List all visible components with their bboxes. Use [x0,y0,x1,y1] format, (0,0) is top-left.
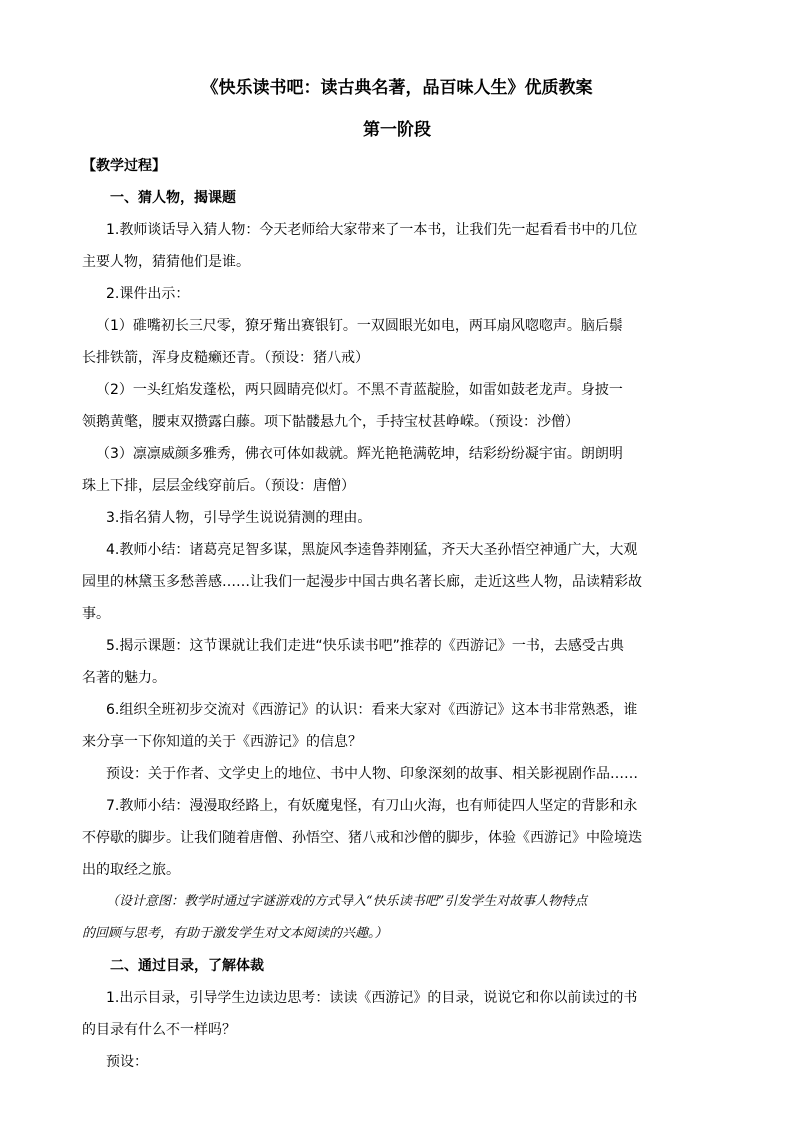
paragraph-line: 3.指名猜人物，引导学生说说猜测的理由。 [106,510,372,526]
design-intent-note: （设计意图：教学时通过字谜游戏的方式导入“快乐读书吧”引发学生对故事人物特点 [106,894,588,909]
paragraph-line: 预设： [106,1054,148,1070]
paragraph-line: 4.教师小结：诸葛亮足智多谋，黑旋风李逵鲁莽刚猛，齐天大圣孙悟空神通广大，大观 [106,542,638,558]
paragraph-line: 长排铁箭，浑身皮糙癞还青。（预设：猪八戒） [82,350,369,366]
paragraph-line: 出的取经之旅。 [82,862,180,878]
document-subtitle: 第一阶段 [363,120,431,140]
document-title: 《快乐读书吧：读古典名著，品百味人生》优质教案 [201,78,593,98]
paragraph-line: 预设：关于作者、文学史上的地位、书中人物、印象深刻的故事、相关影视剧作品…… [106,766,638,782]
paragraph-line: （2）一头红焰发蓬松，两只圆睛亮似灯。不黑不青蓝靛脸，如雷如鼓老龙声。身披一 [96,382,623,398]
document-body [82,150,712,1078]
paragraph-line: 1.出示目录，引导学生边读边思考：读读《西游记》的目录，说说它和你以前读过的书 [106,990,638,1006]
paragraph-line: 5.揭示课题：这节课就让我们走进“快乐读书吧”推荐的《西游记》一书，去感受古典 [106,638,624,654]
paragraph-line: 的目录有什么不一样吗？ [82,1022,236,1038]
paragraph-line: （3）凛凛威颜多雅秀，佛衣可体如裁就。辉光艳艳满乾坤，结彩纷纷凝宇宙。朗朗明 [96,446,623,462]
paragraph-line: 事。 [82,606,110,622]
section-heading-teaching-process: 【教学过程】 [82,158,166,174]
paragraph-line: （1）碓嘴初长三尺零，獠牙觜出赛银钉。一双圆眼光如电，两耳扇风唿唿声。脑后鬃 [96,318,623,334]
section-heading-1: 一、猜人物，揭课题 [110,190,236,206]
paragraph-line: 7.教师小结：漫漫取经路上，有妖魔鬼怪，有刀山火海，也有师徒四人坚定的背影和永 [106,798,638,814]
paragraph-line: 珠上下排，层层金线穿前后。（预设：唐僧） [82,478,355,494]
paragraph-line: 主要人物，猜猜他们是谁。 [82,254,250,270]
paragraph-line: 2.课件出示： [106,286,190,302]
paragraph-line: 领鹅黄氅，腰束双攒露白藤。项下骷髅悬九个，手持宝杖甚峥嵘。（预设：沙僧） [82,414,579,430]
design-intent-note: 的回顾与思考，有助于激发学生对文本阅读的兴趣。） [82,926,388,941]
paragraph-line: 6.组织全班初步交流对《西游记》的认识：看来大家对《西游记》这本书非常熟悉，谁 [106,702,638,718]
paragraph-line: 1.教师谈话导入猜人物：今天老师给大家带来了一本书，让我们先一起看看书中的几位 [106,222,638,238]
paragraph-line: 不停歇的脚步。让我们随着唐僧、孙悟空、猪八戒和沙僧的脚步，体验《西游记》中险境迭 [82,830,642,846]
paragraph-line: 来分享一下你知道的关于《西游记》的信息？ [82,734,362,750]
paragraph-line: 名著的魅力。 [82,670,166,686]
section-heading-2: 二、通过目录，了解体裁 [110,958,264,974]
paragraph-line: 园里的林黛玉多愁善感……让我们一起漫步中国古典名著长廊，走近这些人物，品读精彩故 [82,574,642,590]
